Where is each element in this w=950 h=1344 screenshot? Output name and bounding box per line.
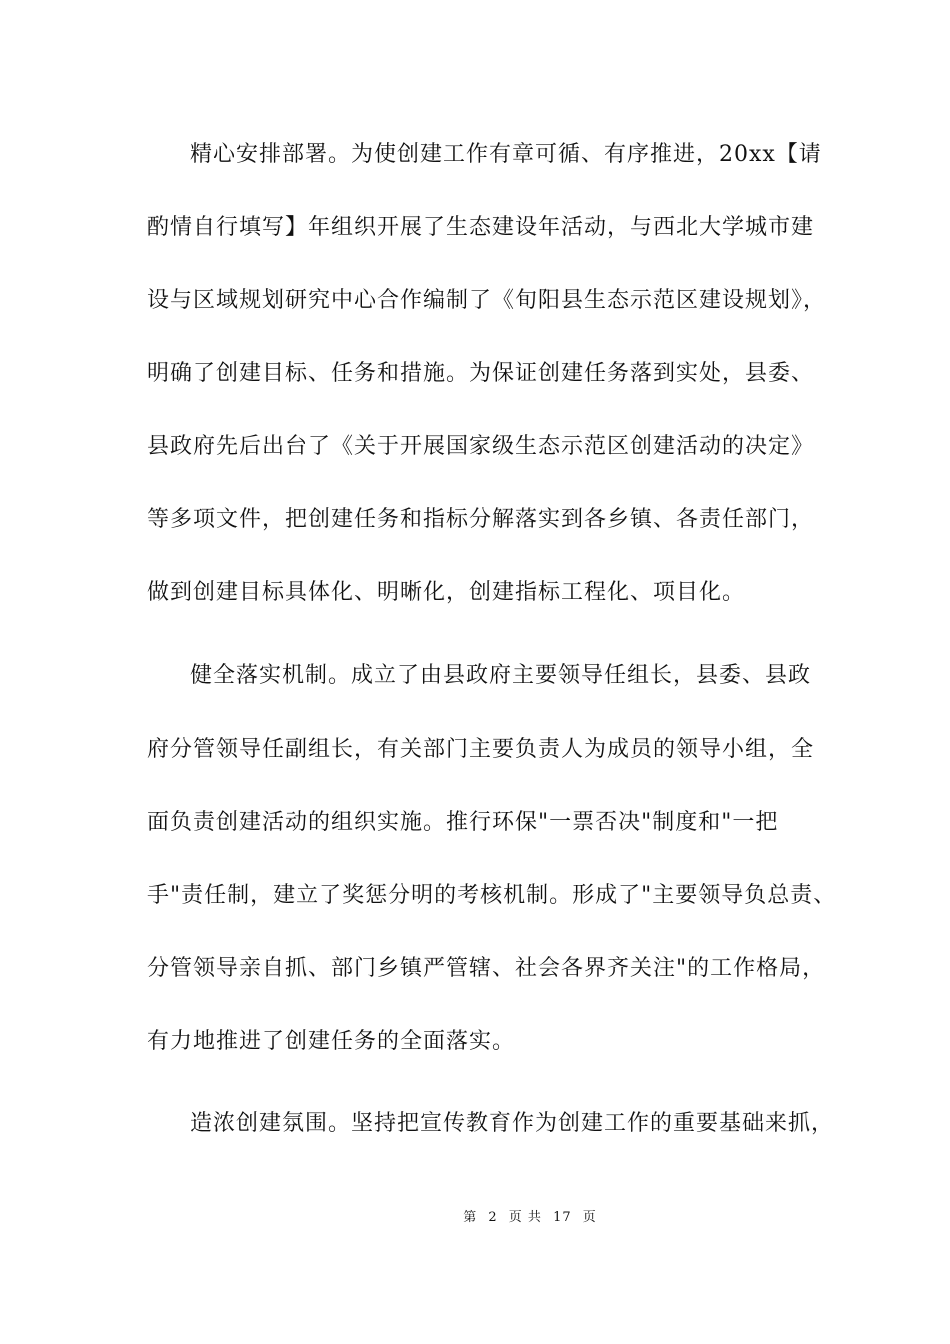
paragraph-1-line-7: 做到创建目标具体化、明晰化，创建指标工程化、项目化。 bbox=[147, 580, 746, 605]
paragraph-1-line-5: 县政府先后出台了《关于开展国家级生态示范区创建活动的决定》 bbox=[147, 434, 815, 459]
paragraph-1-line-2: 酌情自行填写】年组织开展了生态建设年活动，与西北大学城市建 bbox=[147, 215, 815, 240]
paragraph-1-line-3: 设与区域规划研究中心合作编制了《旬阳县生态示范区建设规划》， bbox=[147, 288, 827, 313]
paragraph-2-line-3: 面负责创建活动的组织实施。推行环保"一票否决"制度和"一把 bbox=[147, 810, 779, 835]
footer-suffix: 页 bbox=[582, 1210, 597, 1225]
footer-total-pages: 17 bbox=[553, 1210, 572, 1225]
footer-current-page: 2 bbox=[488, 1210, 498, 1225]
paragraph-2-line-5: 分管领导亲自抓、部门乡镇严管辖、社会各界齐关注"的工作格局， bbox=[147, 956, 826, 981]
footer-middle: 页 共 bbox=[508, 1210, 542, 1225]
footer-prefix: 第 bbox=[463, 1210, 478, 1225]
page-footer bbox=[0, 1208, 950, 1228]
paragraph-2-line-2: 府分管领导任副组长，有关部门主要负责人为成员的领导小组，全 bbox=[147, 737, 815, 762]
paragraph-2-line-1: 健全落实机制。成立了由县政府主要领导任组长，县委、县政 bbox=[190, 663, 812, 688]
paragraph-2-line-4: 手"责任制，建立了奖惩分明的考核机制。形成了"主要领导负总责、 bbox=[147, 883, 837, 908]
paragraph-1-line-6: 等多项文件，把创建任务和指标分解落实到各乡镇、各责任部门， bbox=[147, 507, 815, 532]
paragraph-2-line-6: 有力地推进了创建任务的全面落实。 bbox=[147, 1029, 516, 1054]
paragraph-1-line-4: 明确了创建目标、任务和措施。为保证创建任务落到实处，县委、 bbox=[147, 361, 815, 386]
paragraph-3-line-1: 造浓创建氛围。坚持把宣传教育作为创建工作的重要基础来抓， bbox=[190, 1111, 835, 1136]
paragraph-1-line-1: 精心安排部署。为使创建工作有章可循、有序推进，20xx【请 bbox=[190, 142, 822, 167]
